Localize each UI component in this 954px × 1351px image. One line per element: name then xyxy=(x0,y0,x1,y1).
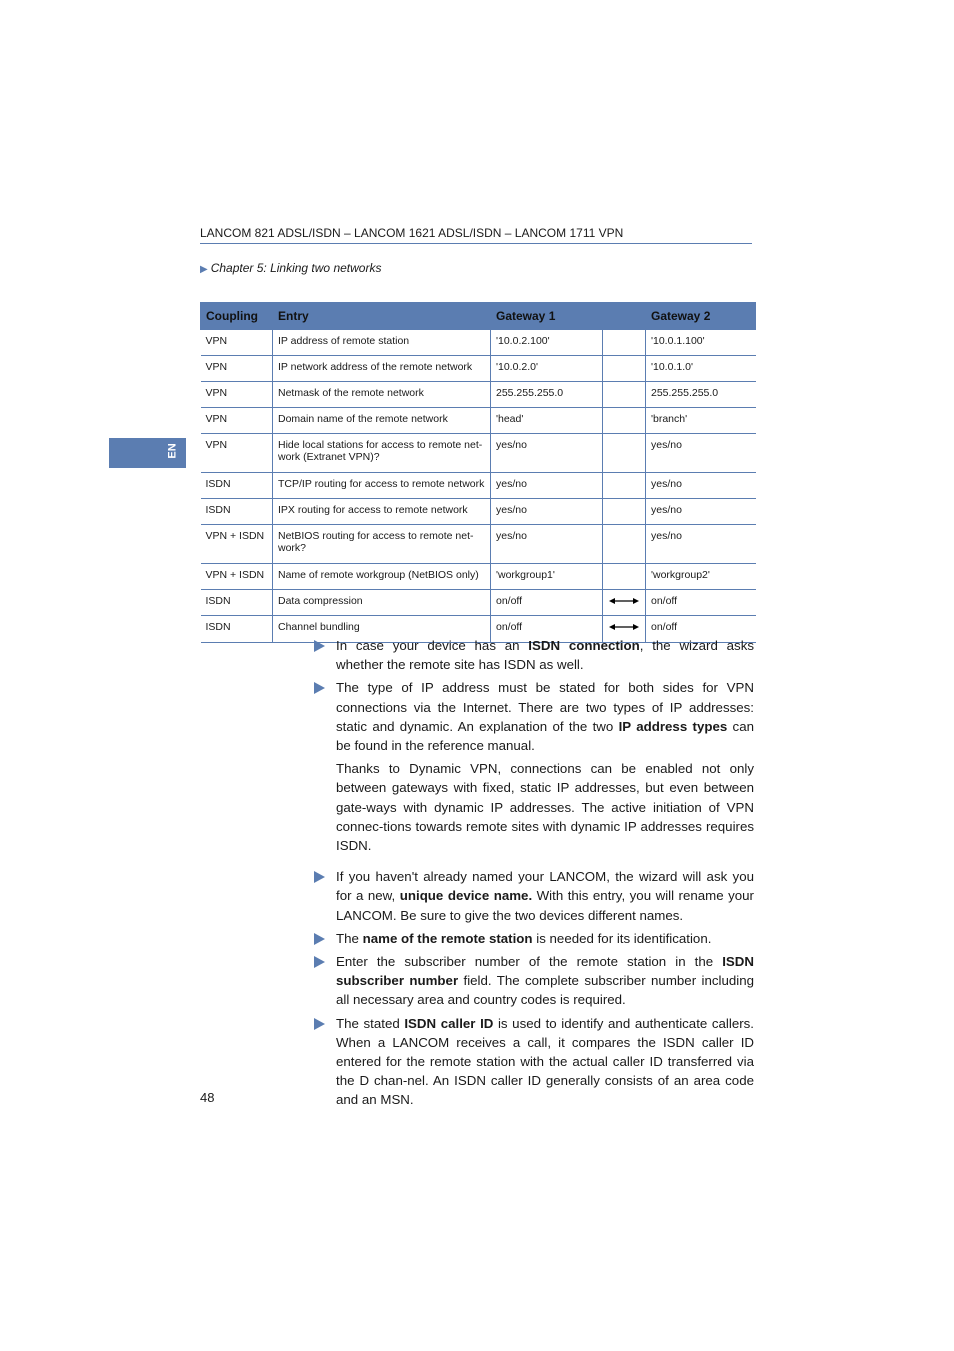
chapter-title: Chapter 5: Linking two networks xyxy=(210,261,382,275)
table-row xyxy=(201,356,756,382)
entry-line: NetBIOS routing for access to remote net- xyxy=(278,530,474,542)
entry-cell: Name of remote workgroup (NetBIOS only) xyxy=(273,564,491,590)
table-row xyxy=(201,499,756,525)
gateway-2-cell: '10.0.1.0' xyxy=(646,356,756,382)
arrow-cell xyxy=(603,473,646,499)
coupling-cell: ISDN xyxy=(201,616,273,643)
gateway-config-table xyxy=(200,302,756,643)
bullet-item-isdn-connection xyxy=(314,636,754,674)
entry-cell: Netmask of the remote network xyxy=(273,382,491,408)
coupling-cell: VPN + ISDN xyxy=(201,525,273,564)
bullet-list xyxy=(314,636,754,1114)
bold-term: ISDN subscriber number xyxy=(336,954,754,989)
bullet-item-caller-id xyxy=(314,1014,754,1110)
triangle-bullet-icon xyxy=(314,1018,325,1030)
column-header-gateway-1: Gateway 1 xyxy=(491,303,603,330)
bullet-text xyxy=(336,867,754,925)
table-row xyxy=(201,473,756,499)
arrow-cell xyxy=(603,499,646,525)
bold-term: ISDN connection xyxy=(528,638,640,653)
entry-cell xyxy=(273,525,491,564)
text-run: can be found in the reference manual. xyxy=(336,718,754,754)
triangle-bullet-icon: ▶ xyxy=(200,264,208,275)
page-number: 48 xyxy=(200,1090,215,1105)
gateway-2-cell: 255.255.255.0 xyxy=(646,382,756,408)
gateway-1-cell: 'workgroup1' xyxy=(491,564,603,590)
bullet-text xyxy=(336,678,754,755)
table-row xyxy=(201,408,756,434)
table-row xyxy=(201,590,756,616)
entry-cell: IPX routing for access to remote network xyxy=(273,499,491,525)
triangle-bullet-icon xyxy=(314,640,325,652)
triangle-bullet-icon xyxy=(314,933,325,945)
coupling-cell: VPN xyxy=(201,330,273,356)
coupling-cell: VPN + ISDN xyxy=(201,564,273,590)
triangle-bullet-icon xyxy=(314,871,325,883)
coupling-cell: VPN xyxy=(201,382,273,408)
column-header-entry: Entry xyxy=(273,303,491,330)
gateway-2-cell: '10.0.1.100' xyxy=(646,330,756,356)
bullet-item-ip-address-types xyxy=(314,678,754,855)
language-label: EN xyxy=(166,443,179,459)
gateway-2-cell: on/off xyxy=(646,590,756,616)
table-row xyxy=(201,564,756,590)
gateway-1-cell: '10.0.2.100' xyxy=(491,330,603,356)
gateway-2-cell: on/off xyxy=(646,616,756,643)
gateway-1-cell: on/off xyxy=(491,616,603,643)
entry-cell: Channel bundling xyxy=(273,616,491,643)
bold-term: name of the remote station xyxy=(362,930,533,946)
arrow-cell xyxy=(603,382,646,408)
text-run: field. The complete subscriber number including all necessary area and country codes is required. xyxy=(336,973,754,1008)
double-arrow-icon xyxy=(609,622,639,632)
bold-term: unique device name. xyxy=(399,888,533,904)
coupling-cell: ISDN xyxy=(201,590,273,616)
bullet-item-subscriber-number xyxy=(314,952,754,1010)
text-run: If you haven't already named your LANCOM, the wizard will ask you for a new, xyxy=(336,869,754,904)
entry-cell: Data compression xyxy=(273,590,491,616)
text-run: , the wizard asks whether the remote site has ISDN as well. xyxy=(336,638,754,673)
table-row xyxy=(201,382,756,408)
arrow-cell xyxy=(603,408,646,434)
arrow-cell xyxy=(603,356,646,382)
bullet-item-device-name xyxy=(314,867,754,925)
bold-term: IP address types xyxy=(618,718,728,734)
triangle-bullet-icon xyxy=(314,956,325,968)
text-run: Enter the subscriber number of the remote station in the xyxy=(336,954,723,970)
double-arrow-icon xyxy=(609,596,639,606)
column-header-gateway-2: Gateway 2 xyxy=(646,303,756,330)
bullet-text xyxy=(336,636,754,674)
arrow-cell xyxy=(603,590,646,616)
entry-cell: IP address of remote station xyxy=(273,330,491,356)
table-header-row xyxy=(201,303,756,330)
gateway-1-cell: 255.255.255.0 xyxy=(491,382,603,408)
bullet-text xyxy=(336,952,754,1010)
arrow-cell xyxy=(603,330,646,356)
entry-line: work (Extranet VPN)? xyxy=(278,451,380,463)
table-row xyxy=(201,525,756,564)
text-run: With this entry, you will rename your LANCOM. Be sure to give the two devices different names. xyxy=(336,888,754,923)
coupling-cell: VPN xyxy=(201,434,273,473)
gateway-2-cell: 'branch' xyxy=(646,408,756,434)
table-row xyxy=(201,434,756,473)
chapter-breadcrumb xyxy=(200,261,381,277)
coupling-cell: ISDN xyxy=(201,473,273,499)
entry-cell xyxy=(273,434,491,473)
gateway-2-cell: yes/no xyxy=(646,499,756,525)
arrow-cell xyxy=(603,525,646,564)
gateway-2-cell: yes/no xyxy=(646,434,756,473)
entry-cell: IP network address of the remote network xyxy=(273,356,491,382)
bullet-text xyxy=(336,1014,754,1110)
gateway-2-cell: 'workgroup2' xyxy=(646,564,756,590)
text-run: is used to identify and authenticate callers. When a LANCOM receives a call, it compares the ISDN caller ID entered for the remote station with the actual caller ID transferred via the D chan-nel. An ISDN caller ID generally consists of an area code and an MSN. xyxy=(336,1015,754,1108)
text-run: The stated xyxy=(336,1015,405,1031)
gateway-1-cell: yes/no xyxy=(491,473,603,499)
gateway-2-cell: yes/no xyxy=(646,473,756,499)
running-header: LANCOM 821 ADSL/ISDN – LANCOM 1621 ADSL/ISDN – LANCOM 1711 VPN xyxy=(200,226,752,244)
gateway-2-cell: yes/no xyxy=(646,525,756,564)
coupling-cell: VPN xyxy=(201,356,273,382)
coupling-cell: VPN xyxy=(201,408,273,434)
bullet-text xyxy=(336,929,754,948)
column-header-spacer xyxy=(603,303,646,330)
gateway-1-cell: yes/no xyxy=(491,525,603,564)
entry-cell: Domain name of the remote network xyxy=(273,408,491,434)
entry-line: Hide local stations for access to remote net- xyxy=(278,439,483,451)
triangle-bullet-icon xyxy=(314,682,325,694)
gateway-1-cell: '10.0.2.0' xyxy=(491,356,603,382)
bold-term: ISDN caller ID xyxy=(404,1015,494,1031)
table-row xyxy=(201,330,756,356)
language-tab xyxy=(109,438,186,468)
arrow-cell xyxy=(603,564,646,590)
coupling-cell: ISDN xyxy=(201,499,273,525)
text-run: is needed for its identification. xyxy=(532,930,712,946)
entry-line: work? xyxy=(278,542,307,554)
text-run: The type of IP address must be stated for both sides for VPN connections via the Internet. There are two types of IP addresses: static and dynamic. An explanation of the two xyxy=(336,680,754,734)
text-run: In case your device has an xyxy=(336,638,529,653)
bullet-paragraph-dynamic-vpn: Thanks to Dynamic VPN, connections can be enabled not only between gateways with fixed, static IP addresses, but even between gate-ways with dynamic IP addresses. The active initiation of VPN connec-tions towards remote sites with dynamic IP addresses requires ISDN. xyxy=(336,761,754,854)
bullet-item-remote-station-name xyxy=(314,929,754,948)
gateway-1-cell: 'head' xyxy=(491,408,603,434)
column-header-coupling: Coupling xyxy=(201,303,273,330)
gateway-1-cell: yes/no xyxy=(491,434,603,473)
entry-cell: TCP/IP routing for access to remote network xyxy=(273,473,491,499)
gateway-1-cell: yes/no xyxy=(491,499,603,525)
gateway-1-cell: on/off xyxy=(491,590,603,616)
text-run: The xyxy=(336,930,363,946)
arrow-cell xyxy=(603,434,646,473)
